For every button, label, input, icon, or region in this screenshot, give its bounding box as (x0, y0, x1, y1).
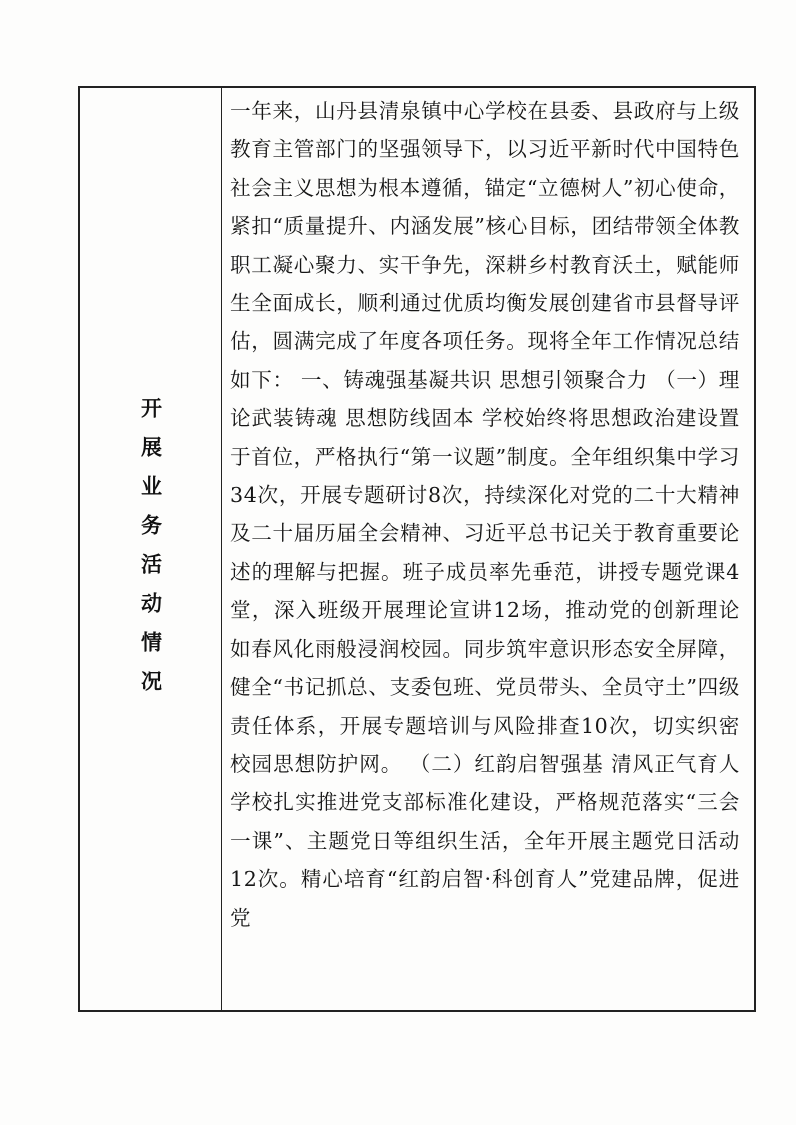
body-text: 一年来，山丹县清泉镇中心学校在县委、县政府与上级教育主管部门的坚强领导下，以习近平新时代中国特色社会主义思想为根本遵循，锚定“立德树人”初心使命，紧扣“质量提升、内涵发展”核心目标，团结带领全体教职工凝心聚力、实干争先，深耕乡村教育沃土，赋能师生全面成长，顺利通过优质均衡发展创建省市县督导评估，圆满完成了年度各项任务。现将全年工作情况总结如下： 一、铸魂强基凝共识 思想引领聚合力 （一）理论武装铸魂 思想防线固本 学校始终将思想政治建设置于首位，严格执行“第一议题”制度。全年组织集中学习34次，开展专题研讨8次，持续深化对党的二十大精神及二十届历届全会精神、习近平总书记关于教育重要论述的理解与把握。班子成员率先垂范，讲授专题党课4堂，深入班级开展理论宣讲12场，推动党的创新理论如春风化雨般浸润校园。同步筑牢意识形态安全屏障，健全“书记抓总、支委包班、党员带头、全员守土”四级责任体系，开展专题培训与风险排查10次，切实织密校园思想防护网。 （二）红韵启智强基 清风正气育人 学校扎实推进党支部标准化建设，严格规范落实“三会一课”、主题党日等组织生活，全年开展主题党日活动12次。精心培育“红韵启智·科创育人”党建品牌，促进党 (230, 99, 740, 930)
label-cell (80, 88, 222, 1010)
content-cell (222, 88, 754, 1010)
section-label: 开展业务活动情况 (138, 397, 163, 709)
form-table (78, 86, 756, 1012)
